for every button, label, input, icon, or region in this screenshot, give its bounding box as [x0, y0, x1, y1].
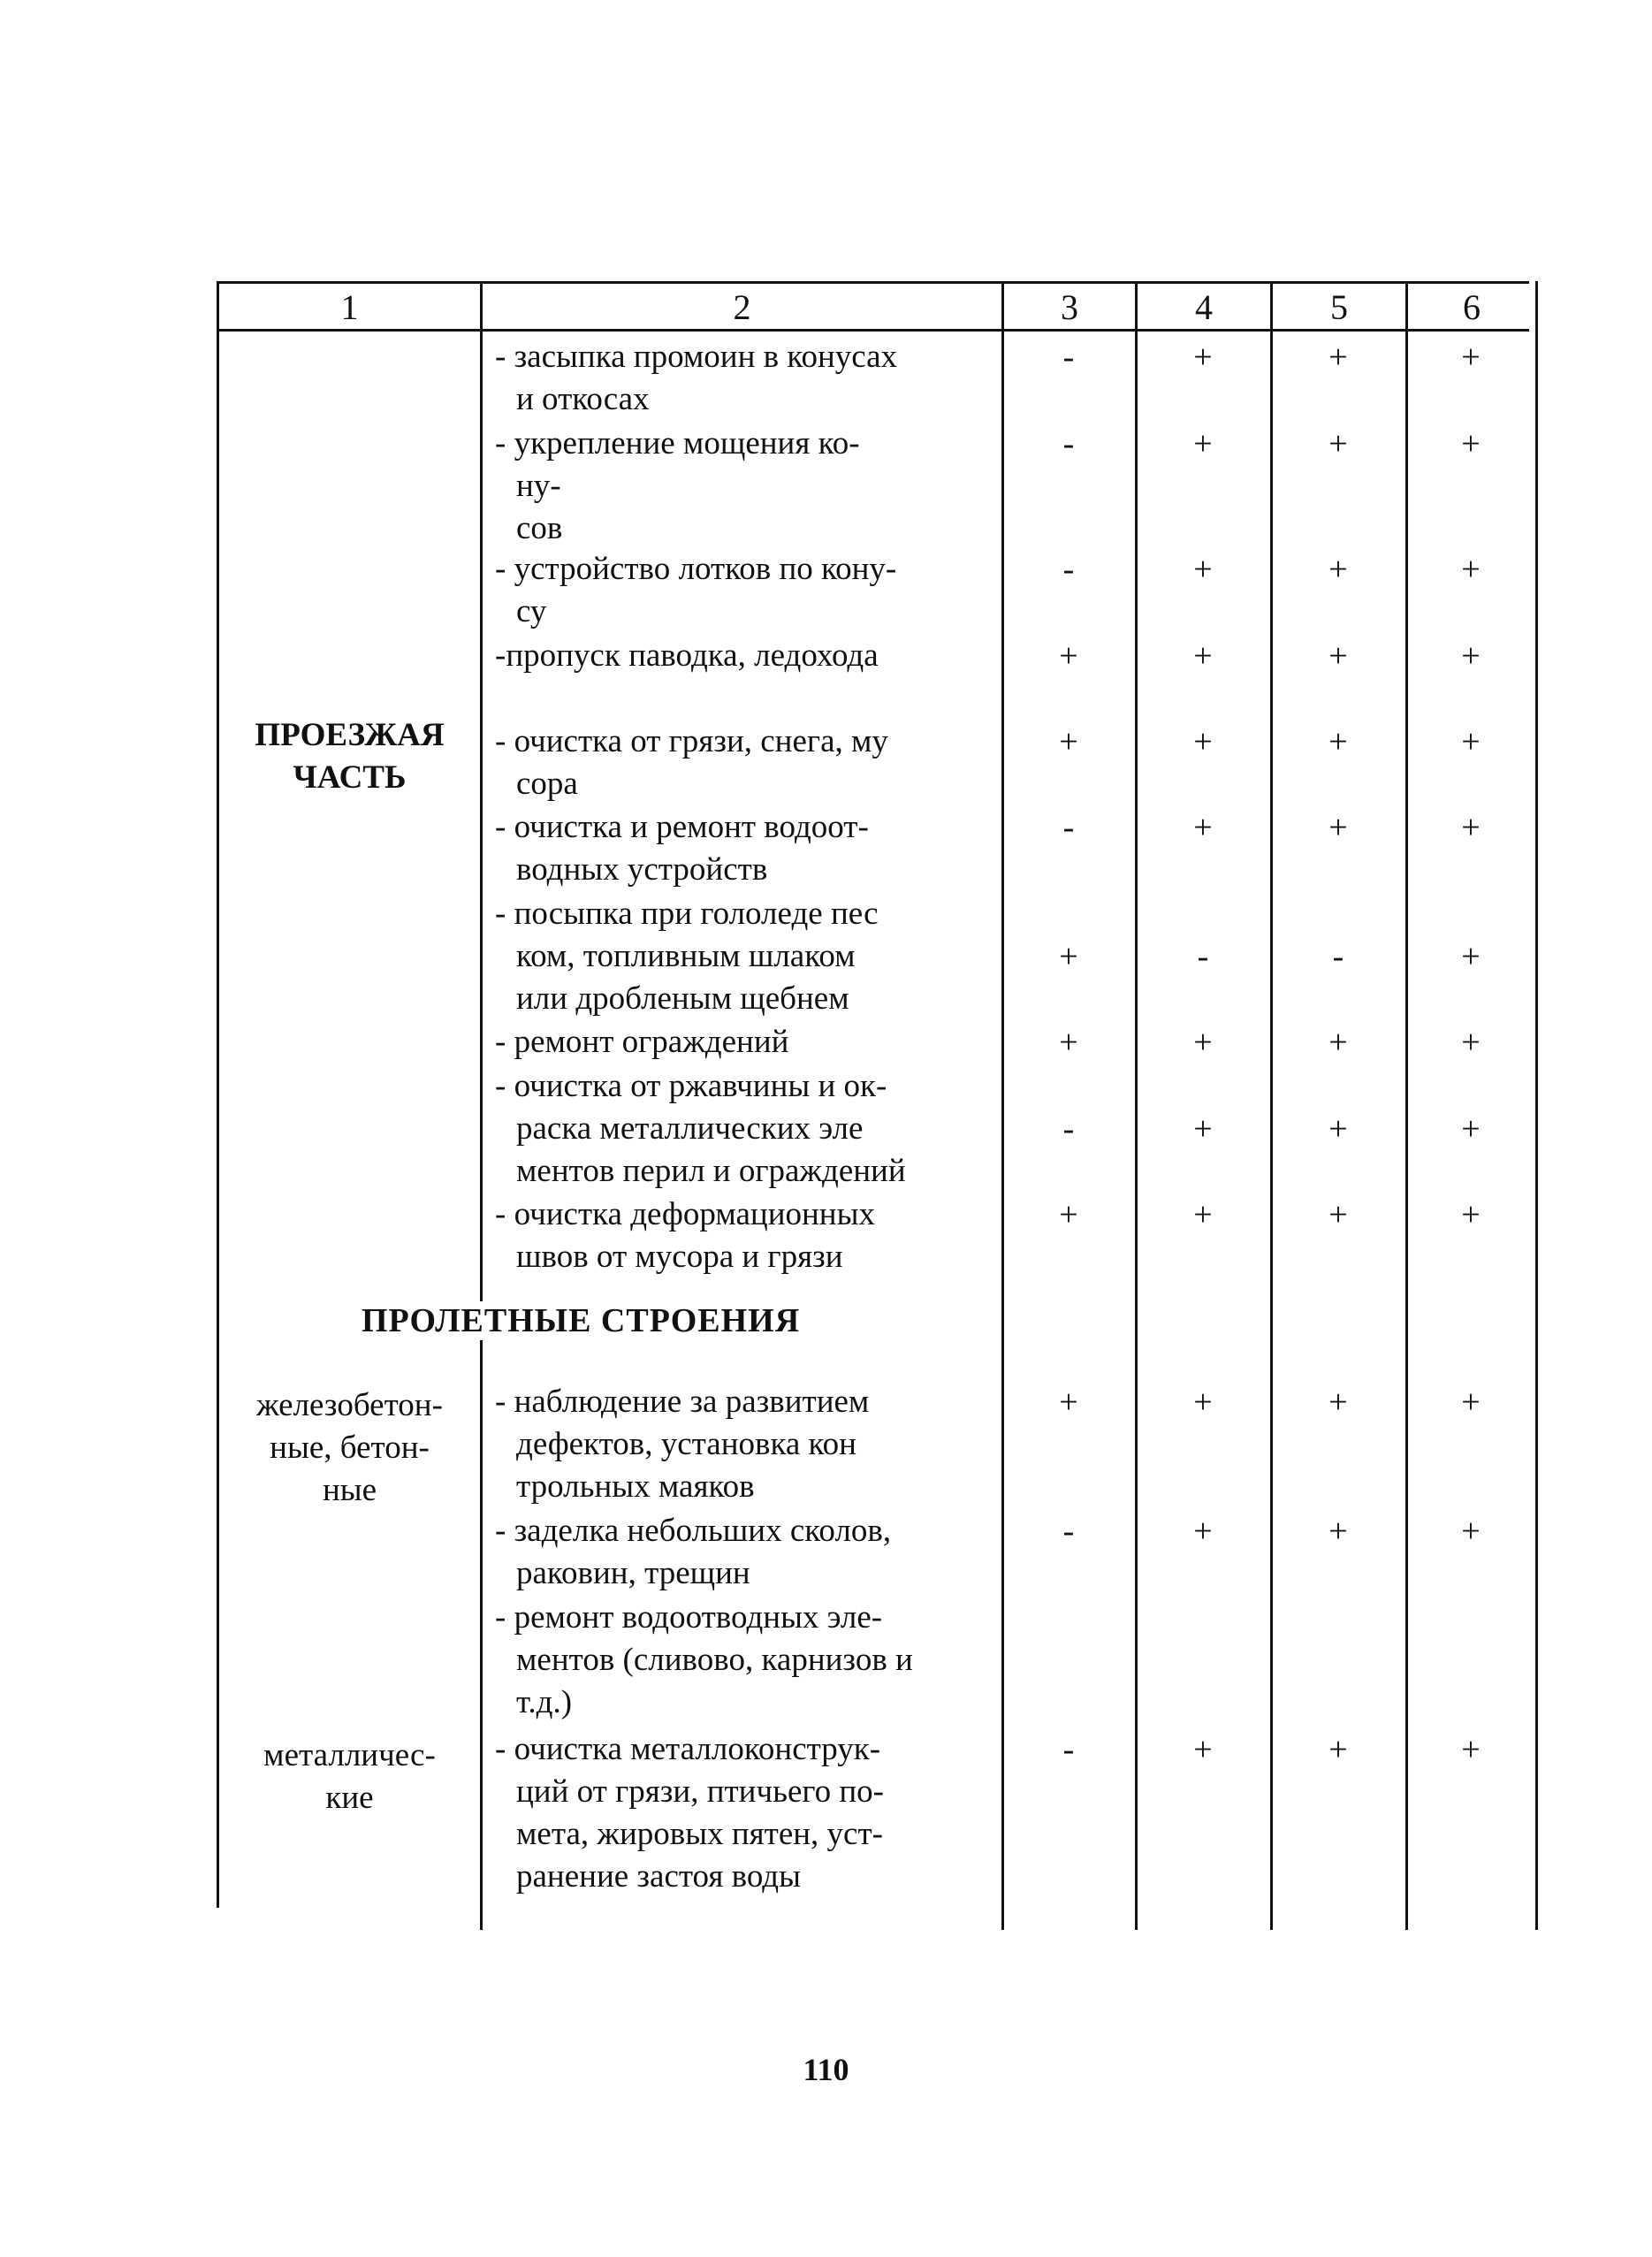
table-row — [495, 721, 888, 805]
row-text-line: - очистка от ржавчины и ок- — [495, 1068, 887, 1104]
cell-mark-col-5: + — [1328, 1196, 1348, 1233]
cell-mark-col-6: + — [1461, 809, 1481, 846]
cell-mark-col-6: + — [1461, 339, 1481, 376]
roadway-label — [219, 714, 480, 799]
cell-mark-col-6: + — [1461, 938, 1481, 975]
cell-mark-col-6: + — [1461, 425, 1481, 462]
cell-mark-col-4: + — [1193, 1110, 1213, 1148]
header-col-4: 4 — [1195, 287, 1213, 327]
row-text-line: - ремонт ограждений — [495, 1024, 789, 1060]
section-title: ПРОЛЕТНЫЕ СТРОЕНИЯ — [358, 1301, 803, 1340]
page-number: 110 — [803, 2052, 849, 2087]
row-text-line: ментов (сливово, карнизов и — [516, 1642, 913, 1678]
cell-mark-col-5: + — [1328, 1384, 1348, 1421]
cell-mark-col-4: + — [1193, 1384, 1213, 1421]
row-text-line: дефектов, установка кон — [516, 1426, 856, 1462]
row-text-line: сов — [516, 510, 563, 546]
cell-mark-col-3: + — [1059, 938, 1078, 975]
cell-mark-col-3: + — [1059, 1384, 1078, 1421]
cell-mark-col-4: + — [1193, 339, 1213, 376]
cell-mark-col-5: + — [1328, 809, 1348, 846]
table-row — [495, 548, 896, 633]
row-text-line: - устройство лотков по кону- — [495, 551, 897, 587]
table-top-border — [217, 281, 1529, 284]
header-col-5: 5 — [1330, 287, 1348, 327]
cell-mark-col-5: + — [1328, 339, 1348, 376]
cell-mark-col-6: + — [1461, 1513, 1481, 1550]
cell-mark-col-4: + — [1193, 1024, 1213, 1061]
metal-label — [219, 1735, 480, 1819]
table-row — [495, 1510, 891, 1595]
cell-mark-col-5: + — [1328, 637, 1348, 675]
cell-mark-col-3: - — [1062, 1110, 1075, 1148]
cell-mark-col-3: - — [1062, 551, 1075, 588]
table-row — [495, 336, 897, 421]
col-divider-2 — [1001, 281, 1004, 1930]
row-text-line: раковин, трещин — [516, 1555, 750, 1591]
cell-mark-col-4: + — [1193, 1196, 1213, 1233]
row-text-line: ций от грязи, птичьего по- — [516, 1773, 884, 1810]
cell-mark-col-5: + — [1328, 1513, 1348, 1550]
cell-mark-col-3: - — [1062, 809, 1075, 846]
row-text-line: - посыпка при гололеде пес — [495, 896, 879, 932]
rc-label-line-1: железобетон- — [256, 1387, 443, 1423]
cell-mark-col-4: + — [1193, 425, 1213, 462]
row-text-line: или дробленым щебнем — [516, 980, 849, 1017]
cell-mark-col-3: - — [1062, 425, 1075, 462]
row-text-line: т.д.) — [516, 1684, 573, 1720]
table-row — [495, 423, 860, 550]
cell-mark-col-3: + — [1059, 1024, 1078, 1061]
col-divider-1 — [480, 281, 483, 1930]
cell-mark-col-6: + — [1461, 1110, 1481, 1148]
row-text-line: раска металлических эле — [516, 1110, 864, 1147]
roadway-label-line-2: ЧАСТЬ — [293, 759, 407, 796]
cell-mark-col-6: + — [1461, 1196, 1481, 1233]
row-text-line: и откосах — [516, 381, 650, 417]
table-row — [495, 1728, 884, 1898]
table-right-border — [1535, 281, 1538, 1930]
cell-mark-col-3: - — [1062, 1513, 1075, 1550]
table-row — [495, 1021, 788, 1064]
row-text-line: - очистка и ремонт водоот- — [495, 809, 869, 845]
row-text-line: ранение застоя воды — [516, 1858, 801, 1895]
cell-mark-col-3: + — [1059, 1196, 1078, 1233]
row-text-line: - ремонт водоотводных эле- — [495, 1599, 883, 1636]
header-col-3: 3 — [1061, 287, 1078, 327]
cell-mark-col-4: + — [1193, 809, 1213, 846]
roadway-label-line-1: ПРОЕЗЖАЯ — [255, 717, 445, 753]
cell-mark-col-6: + — [1461, 637, 1481, 675]
reinforced-concrete-label — [219, 1384, 480, 1512]
table-row — [495, 806, 869, 891]
row-text-line: водных устройств — [516, 851, 768, 888]
table-row — [495, 1193, 875, 1278]
col-divider-5 — [1405, 281, 1408, 1930]
row-text-line: - засыпка промоин в конусах — [495, 339, 898, 375]
cell-mark-col-5: + — [1328, 1110, 1348, 1148]
cell-mark-col-4: - — [1197, 938, 1209, 975]
table-row — [495, 1381, 869, 1508]
cell-mark-col-5: + — [1328, 1731, 1348, 1768]
cell-mark-col-6: + — [1461, 1384, 1481, 1421]
col-divider-3 — [1135, 281, 1138, 1930]
table-row — [495, 893, 879, 1020]
metal-label-line-2: кие — [325, 1780, 374, 1816]
cell-mark-col-6: + — [1461, 723, 1481, 760]
col-divider-4 — [1270, 281, 1273, 1930]
row-text-line: - очистка деформационных — [495, 1196, 875, 1232]
cell-mark-col-4: + — [1193, 1513, 1213, 1550]
cell-mark-col-5: - — [1332, 938, 1344, 975]
header-col-2: 2 — [733, 287, 751, 327]
table-row — [495, 1597, 913, 1724]
cell-mark-col-5: + — [1328, 1024, 1348, 1061]
row-text-line: - заделка небольших сколов, — [495, 1513, 892, 1549]
row-text-line: - укрепление мощения ко- — [495, 425, 860, 461]
cell-mark-col-4: + — [1193, 1731, 1213, 1768]
row-text-line: су — [516, 593, 547, 629]
header-col-6: 6 — [1463, 287, 1481, 327]
table-left-border — [217, 281, 219, 1908]
cell-mark-col-3: - — [1062, 1731, 1075, 1768]
cell-mark-col-5: + — [1328, 723, 1348, 760]
rc-label-line-3: ные — [322, 1472, 377, 1508]
row-text-line: ментов перил и ограждений — [516, 1153, 906, 1189]
metal-label-line-1: металличес- — [263, 1737, 436, 1773]
cell-mark-col-3: - — [1062, 339, 1075, 376]
row-text-line: ну- — [516, 468, 561, 504]
cell-mark-col-4: + — [1193, 723, 1213, 760]
header-col-1: 1 — [340, 287, 359, 327]
table-row — [495, 635, 879, 677]
row-text-line: - наблюдение за развитием — [495, 1384, 870, 1420]
row-text-line: ком, топливным шлаком — [516, 938, 856, 974]
row-text-line: - очистка металлоконструк- — [495, 1731, 881, 1767]
cell-mark-col-6: + — [1461, 1024, 1481, 1061]
cell-mark-col-4: + — [1193, 551, 1213, 588]
row-text-line: трольных маяков — [516, 1468, 755, 1505]
rc-label-line-2: ные, бетон- — [270, 1430, 430, 1466]
cell-mark-col-3: + — [1059, 723, 1078, 760]
row-text-line: - очистка от грязи, снега, му — [495, 723, 888, 759]
cell-mark-col-6: + — [1461, 1731, 1481, 1768]
cell-mark-col-4: + — [1193, 637, 1213, 675]
cell-mark-col-5: + — [1328, 551, 1348, 588]
cell-mark-col-6: + — [1461, 551, 1481, 588]
row-text-line: сора — [516, 766, 578, 802]
row-text-line: мета, жировых пятен, уст- — [516, 1816, 883, 1852]
cell-mark-col-5: + — [1328, 425, 1348, 462]
table-row — [495, 1065, 906, 1193]
row-text-line: швов от мусора и грязи — [516, 1239, 843, 1275]
row-text-line: -пропуск паводка, ледохода — [495, 637, 879, 674]
cell-mark-col-3: + — [1059, 637, 1078, 675]
